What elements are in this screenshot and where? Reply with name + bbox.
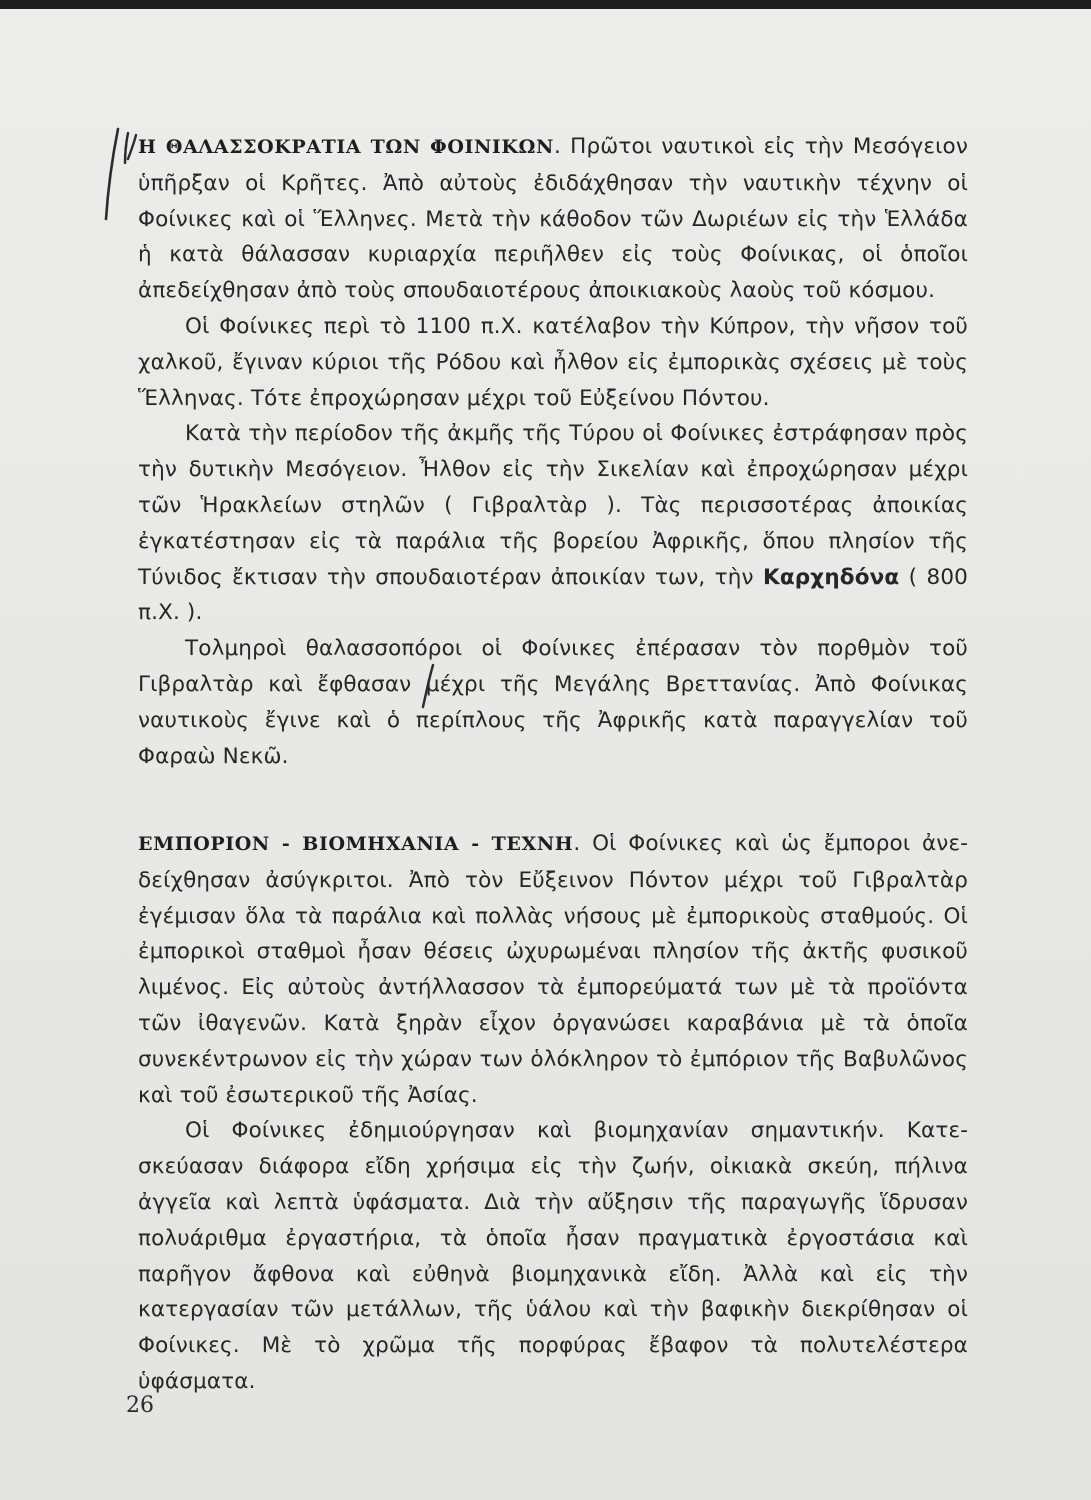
paragraph-text: ( 800 π.Χ. ).: [138, 564, 969, 626]
paragraph-text: Κατὰ τὴν περίοδον τῆς ἀκμῆς τῆς Τύρου οἱ Φοίνικες ἐστράφησαν πρὸς τὴν δυτικὴν Μεσόγειον. Ἦλθον εἰς τὴν Σικελίαν καὶ ἐπροχώρησαν μέχρι τῶν Ἡρακλείων στηλῶν ( Γιβραλτὰρ ). Τὰς περισσοτέρας ἀποικίας ἐγκατέστησαν εἰς τὰ παράλια τῆς βορείου Ἀφρικῆς, ὅπου πλησίον τῆς Τύνιδος ἔκτισαν τὴν σπουδαιοτέραν ἀποικίαν των, τὴν: [138, 421, 968, 590]
paragraph: Οἱ Φοίνικες περὶ τὸ 1100 π.Χ. κατέλαβον τὴν Κύπρον, τὴν νῆσον τοῦ χαλκοῦ, ἔγιναν κύριοι τῆς Ρόδου καὶ ἦλθον εἰς ἐμπορικὰς σχέσεις μὲ τοὺς Ἕλληνας. Τότε ἐπροχώρησαν μέχρι τοῦ Εὐξείνου Πόντου.: [138, 313, 968, 411]
paragraph: [138, 416, 968, 631]
section-phoenician-thalassocracy: [138, 129, 968, 774]
paragraph: [138, 129, 968, 309]
paragraph: Τολμηροὶ θαλασσοπόροι οἱ Φοίνικες ἐπέρασαν τὸν πορθμὸν τοῦ Γιβραλτὰρ καὶ ἔφθασαν μέχρι τῆς Μεγάλης Βρεττανίας. Ἀπὸ Φοίνικας ναυτικοὺς ἔγινε καὶ ὁ περίπλους τῆς Ἀφρικῆς κατὰ παραγγελίαν τοῦ Φαραὼ Νεκῶ.: [138, 636, 968, 769]
page-number: 26: [126, 1393, 154, 1418]
section-trade-industry-art: [138, 826, 968, 1400]
section-heading: ΕΜΠΟΡΙΟΝ - ΒΙΟΜΗΧΑΝΙΑ - ΤΕΧΝΗ: [138, 833, 574, 855]
paragraph: Οἱ Φοίνικες ἐδημιούργησαν καὶ βιομηχανίαν σημαντικήν. Κατεσκεύασαν διάφορα εἴδη χρήσιμα εἰς τὴν ζωήν, οἰκιακὰ σκεύη, πήλινα ἀγγεῖα καὶ λεπτὰ ὑφάσματα. Διὰ τὴν αὔξησιν τῆς παραγωγῆς ἵδρυσαν πολυάριθμα ἐργαστήρια, τὰ ὁποῖα ἦσαν πραγματικὰ ἐργοστάσια καὶ παρῆγον ἄφθονα καὶ εὐθηνὰ βιομηχανικὰ εἴδη. Ἀλλὰ καὶ εἰς τὴν κατεργασίαν τῶν μετάλλων, τῆς ὑάλου καὶ τὴν βαφικὴν διεκρίθησαν οἱ Φοίνικες. Μὲ τὸ χρῶμα τῆς πορφύρας ἔβαφον τὰ πολυτελέστερα ὑφάσματα.: [138, 1118, 968, 1394]
bold-term-carthage: Καρχηδόνα: [763, 564, 900, 590]
section-heading: Η ΘΑΛΑΣΣΟΚΡΑΤΙΑ ΤΩΝ ΦΟΙΝΙΚΩΝ: [138, 136, 555, 158]
paragraph: [138, 826, 968, 1113]
book-page: [0, 9, 1091, 1500]
paragraph-text: . Οἱ Φοίνικες καὶ ὡς ἔμποροι ἀνεδείχθησαν ἀσύγκριτοι. Ἀπὸ τὸν Εὔξεινον Πόντον μέχρι τοῦ Γιβραλτὰρ ἐγέμισαν ὅλα τὰ παράλια καὶ πολλὰς νήσους μὲ ἐμπορικοὺς σταθμούς. Οἱ ἐμπορικοὶ σταθμοὶ ἦσαν θέσεις ὠχυρωμέναι πλησίον τῆς ἀκτῆς φυσικοῦ λιμένος. Εἰς αὐτοὺς ἀντήλλασσον τὰ ἐμπορεύματά των μὲ τὰ προϊόντα τῶν ἰθαγενῶν. Κατὰ ξηρὰν εἶχον ὀργανώσει καραβάνια μὲ τὰ ὁποῖα συνεκέντρωνον εἰς τὴν χώραν των ὁλόκληρον τὸ ἐμπόριον τῆς Βαβυλῶνος καὶ τοῦ ἐσωτερικοῦ τῆς Ἀσίας.: [138, 831, 969, 1108]
paragraph-text: . Πρῶτοι ναυτικοὶ εἰς τὴν Μεσόγειον ὑπῆρξαν οἱ Κρῆτες. Ἀπὸ αὐτοὺς ἐδιδάχθησαν τὴν ναυτικὴν τέχνην οἱ Φοίνικες καὶ οἱ Ἕλληνες. Μετὰ τὴν κάθοδον τῶν Δωριέων εἰς τὴν Ἑλλάδα ἡ κατὰ θάλασσαν κυριαρχία περιῆλθεν εἰς τοὺς Φοίνικας, οἱ ὁποῖοι ἀπεδείχθησαν ἀπὸ τοὺς σπουδαιοτέρους ἀποικιακοὺς λαοὺς τοῦ κόσμου.: [138, 134, 968, 304]
scan-top-edge: [0, 0, 1091, 9]
